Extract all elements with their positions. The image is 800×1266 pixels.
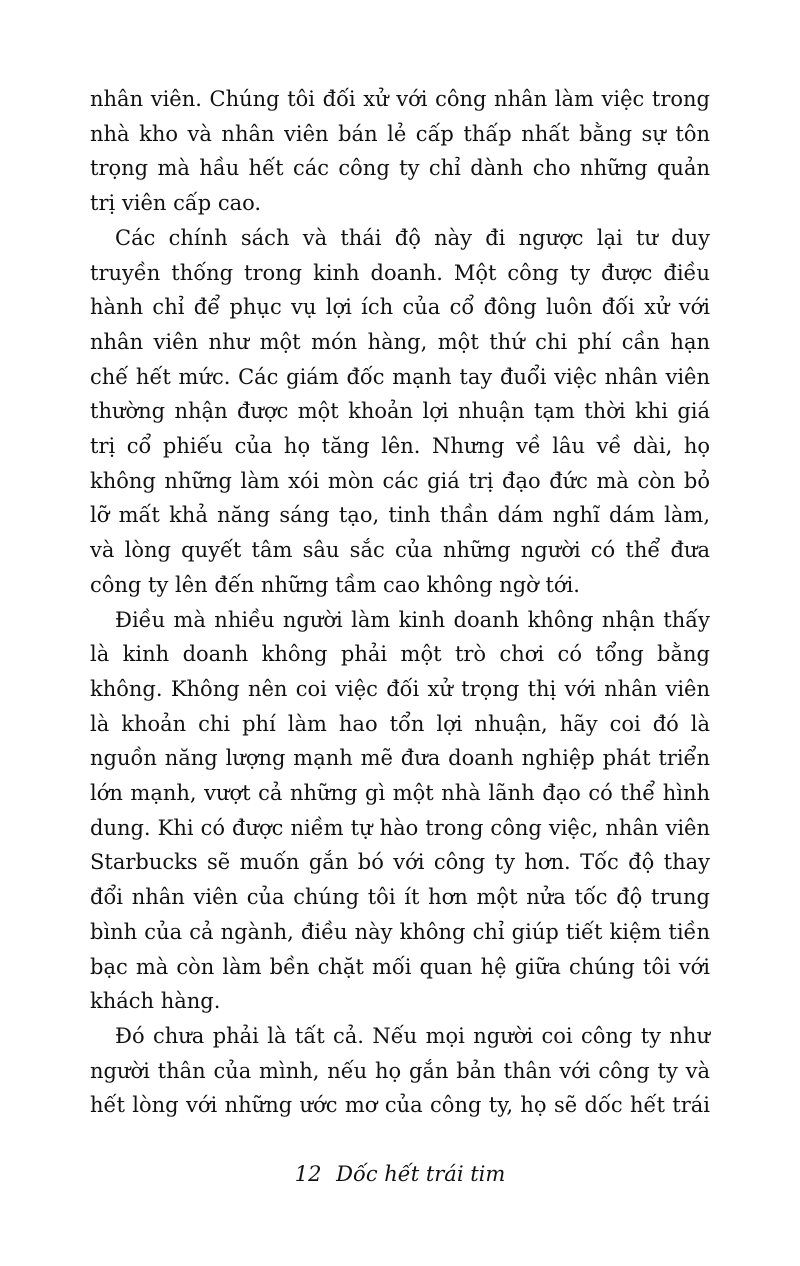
paragraph (90, 82, 710, 221)
paragraph (90, 1019, 710, 1123)
text-line: lỡ mất khả năng sáng tạo, tinh thần dám nghĩ dám làm, (90, 503, 710, 528)
text-line: truyền thống trong kinh doanh. Một công ty được điều (90, 260, 710, 285)
text-line: dung. Khi có được niềm tự hào trong công việc, nhân viên (90, 815, 710, 840)
text-line: trị cổ phiếu của họ tăng lên. Nhưng về lâu về dài, họ (90, 434, 710, 459)
text-line: và lòng quyết tâm sâu sắc của những người có thể đưa (90, 538, 710, 563)
text-line: nhà kho và nhân viên bán lẻ cấp thấp nhất bằng sự tôn (90, 121, 710, 146)
text-line: bạc mà còn làm bền chặt mối quan hệ giữa chúng tôi với (90, 954, 710, 979)
text-line: không những làm xói mòn các giá trị đạo đức mà còn bỏ (90, 468, 710, 493)
text-line: là kinh doanh không phải một trò chơi có tổng bằng (90, 642, 710, 667)
page-footer (0, 1162, 800, 1186)
text-line: bình của cả ngành, điều này không chỉ giúp tiết kiệm tiền (90, 919, 710, 944)
text-line: Đó chưa phải là tất cả. Nếu mọi người coi công ty như (115, 1023, 710, 1048)
text-line: trọng mà hầu hết các công ty chỉ dành cho những quản (90, 156, 710, 181)
text-line: Starbucks sẽ muốn gắn bó với công ty hơn. Tốc độ thay (90, 850, 710, 875)
text-line: người thân của mình, nếu họ gắn bản thân với công ty và (90, 1058, 710, 1083)
paragraph (90, 221, 710, 603)
text-line: trị viên cấp cao. (90, 191, 262, 216)
text-line: đổi nhân viên của chúng tôi ít hơn một nửa tốc độ trung (90, 885, 710, 910)
text-line: hành chỉ để phục vụ lợi ích của cổ đông luôn đối xử với (90, 295, 710, 320)
running-title: Dốc hết trái tim (336, 1162, 506, 1186)
text-line: khách hàng. (90, 989, 221, 1014)
text-line: chế hết mức. Các giám đốc mạnh tay đuổi việc nhân viên (90, 364, 710, 389)
text-line: là khoản chi phí làm hao tổn lợi nhuận, hãy coi đó là (90, 711, 710, 736)
text-line: Điều mà nhiều người làm kinh doanh không nhận thấy (115, 607, 710, 632)
text-line: công ty lên đến những tầm cao không ngờ tới. (90, 572, 580, 597)
text-line: nhân viên như một món hàng, một thứ chi phí cần hạn (90, 329, 710, 354)
text-line: Các chính sách và thái độ này đi ngược lại tư duy (115, 225, 710, 250)
text-line: không. Không nên coi việc đối xử trọng thị với nhân viên (90, 676, 710, 701)
paragraph (90, 603, 710, 1019)
text-line: thường nhận được một khoản lợi nhuận tạm thời khi giá (90, 399, 710, 424)
page-number: 12 (294, 1162, 322, 1186)
page-body (90, 82, 710, 1123)
text-line: hết lòng với những ước mơ của công ty, họ sẽ dốc hết trái (90, 1093, 710, 1118)
text-line: nhân viên. Chúng tôi đối xử với công nhân làm việc trong (90, 87, 710, 111)
text-line: lớn mạnh, vượt cả những gì một nhà lãnh đạo có thể hình (90, 781, 710, 806)
text-line: nguồn năng lượng mạnh mẽ đưa doanh nghiệp phát triển (90, 746, 710, 771)
